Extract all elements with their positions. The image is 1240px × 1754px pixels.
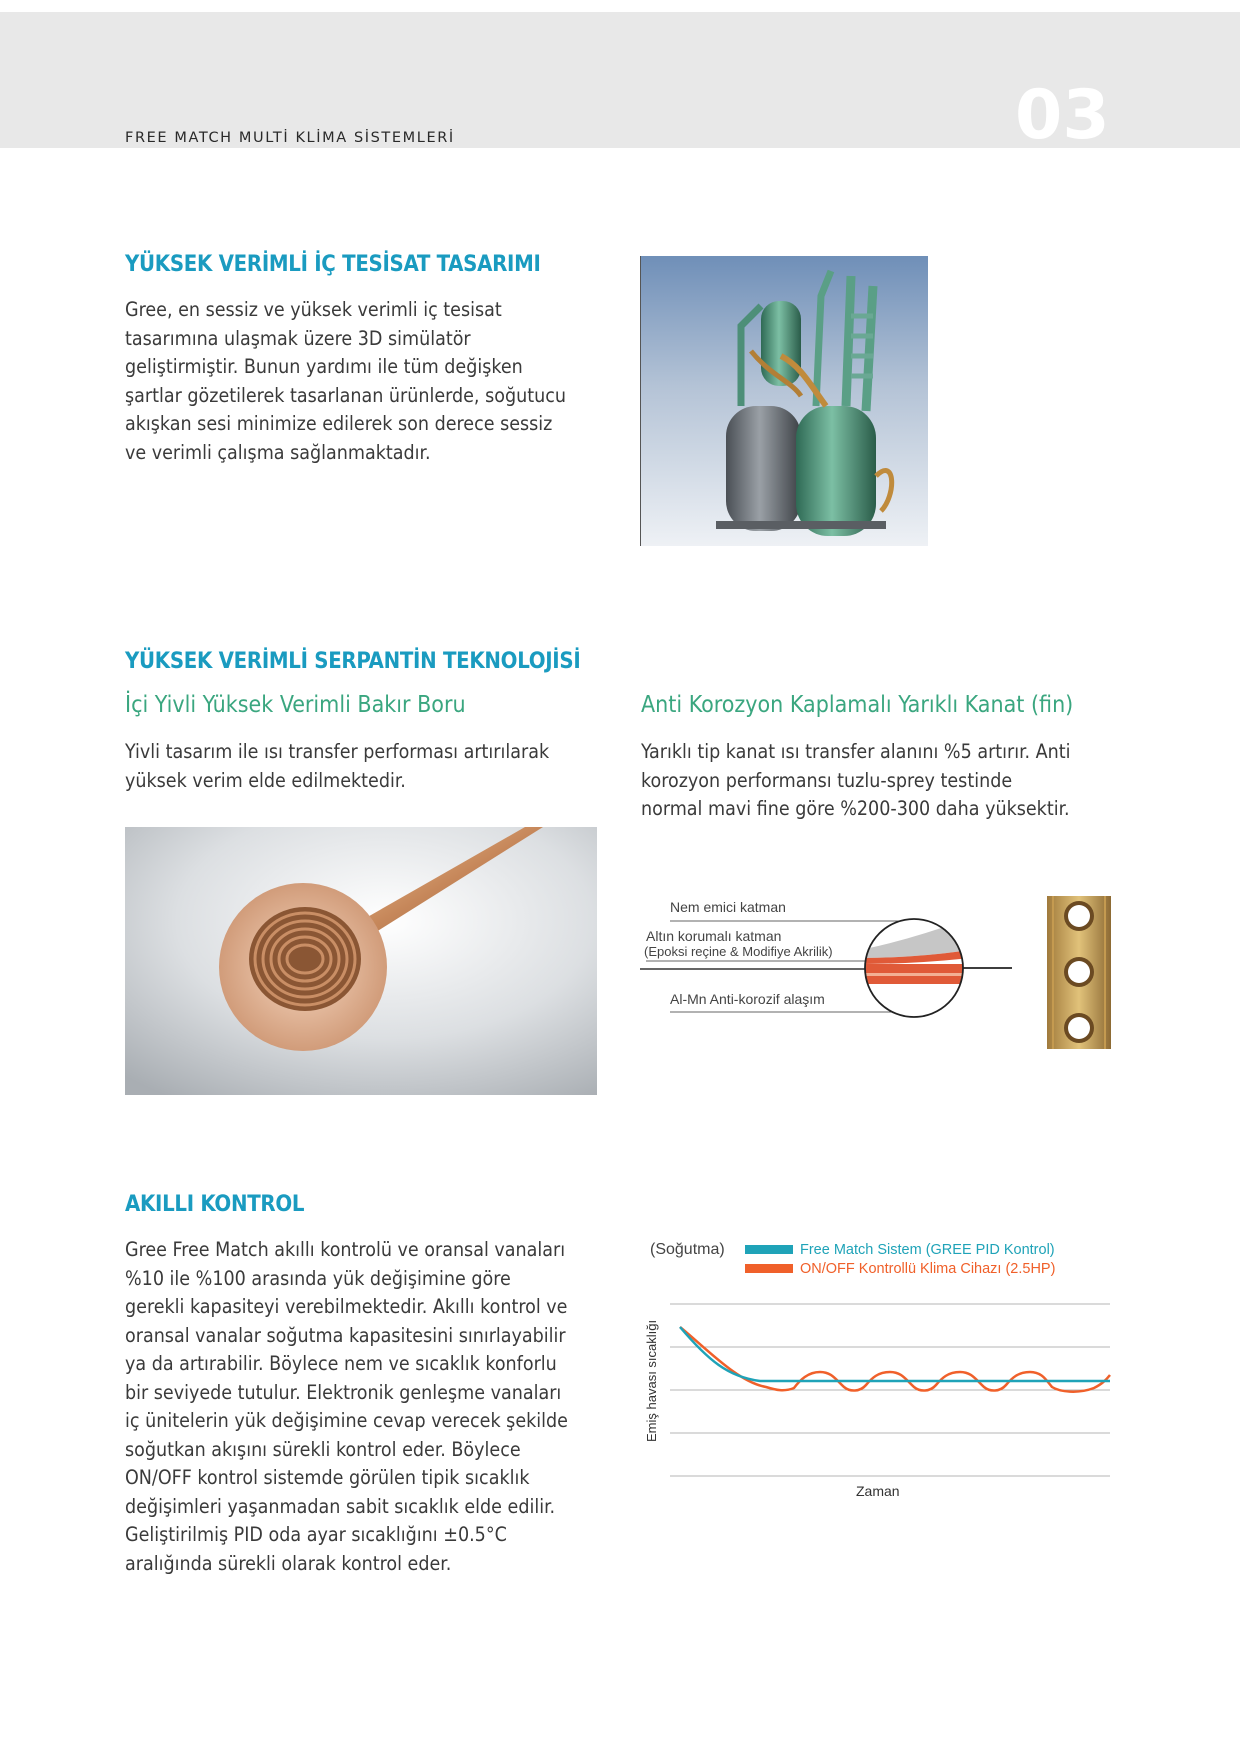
legend-swatch-pid [745, 1245, 793, 1254]
x-axis-label: Zaman [856, 1483, 900, 1499]
section1-heading: YÜKSEK VERİMLİ İÇ TESİSAT TASARIMI [125, 252, 541, 277]
section3-paragraph: Gree Free Match akıllı kontrolü ve oransal vanaları %10 ile %100 arasında yük değişimine göre gerekli kapasiteyi verebilmektedir. Akıllı kontrol ve oransal vanalar soğutma kapasitesini sınırlayabilir ya da artırabilir. Böylece nem ve sıcaklık konforlu bir seviyede tutulur. Elektronik genleşme vanaları iç ünitelerin yük değişimine cevap verecek şekilde soğutkan akışını sürekli kontrol eder. Böylece ON/OFF kontrol sistemde görülen tipik sıcaklık değişimleri yaşanmadan sabit sıcaklık elde edilir. Geliştirilmiş PID oda ayar sıcaklığını ±0.5°C aralığında sürekli olarak kontrol eder. [125, 1238, 568, 1575]
y-axis-label: Emiş havası sıcaklığı [644, 1319, 659, 1442]
chart-title: (Soğutma) [650, 1241, 725, 1258]
copper-pipe-image [125, 827, 597, 1095]
section3-heading: AKILLI KONTROL [125, 1192, 305, 1217]
layer-label-epoxy: (Epoksi reçine & Modifiye Akrilik) [644, 944, 833, 959]
copper-pipe-paragraph: Yivli tasarım ile ısı transfer performası artırılarak yüksek verim elde edilmektedir. [125, 740, 550, 792]
section2-heading: YÜKSEK VERİMLİ SERPANTİN TEKNOLOJİSİ [125, 649, 581, 674]
chart-gridlines [670, 1304, 1110, 1476]
legend-label-pid: Free Match Sistem (GREE PID Kontrol) [800, 1242, 1055, 1258]
fin-subheading: Anti Korozyon Kaplamalı Yarıklı Kanat (fin) [641, 692, 1074, 718]
copper-pipe-subheading: İçi Yivli Yüksek Verimli Bakır Boru [125, 692, 466, 718]
fin-paragraph: Yarıklı tip kanat ısı transfer alanını %5 artırır. Anti korozyon performansı tuzlu-sprey testinde normal mavi fine göre %200-300 daha yüksektir. [641, 740, 1071, 820]
gold-fin-image [1047, 896, 1111, 1049]
layer-label-al-mn: Al-Mn Anti-korozif alaşım [670, 991, 825, 1007]
section1-paragraph: Gree, en sessiz ve yüksek verimli iç tesisat tasarımına ulaşmak üzere 3D simülatör geliştirmiştir. Bunun yardımı ile tüm değişken şartlar gözetilerek tasarlanan ürünlerde, soğutucu akışkan sesi minimize edilerek son derece sessiz ve verimli çalışma sağlanmaktadır. [125, 298, 566, 464]
page-header [0, 12, 1240, 155]
compressor-3d-image [640, 256, 928, 546]
page-number: 03 [1015, 76, 1110, 155]
legend-label-onoff: ON/OFF Kontrollü Klima Cihazı (2.5HP) [800, 1261, 1056, 1277]
layer-label-moisture: Nem emici katman [670, 899, 786, 915]
fin-coating-diagram [640, 888, 1020, 1028]
temperature-chart [638, 1232, 1118, 1507]
legend-swatch-onoff [745, 1264, 793, 1273]
header-title: FREE MATCH MULTİ KLİMA SİSTEMLERİ [125, 130, 455, 146]
layer-label-gold: Altın korumalı katman [646, 928, 782, 944]
